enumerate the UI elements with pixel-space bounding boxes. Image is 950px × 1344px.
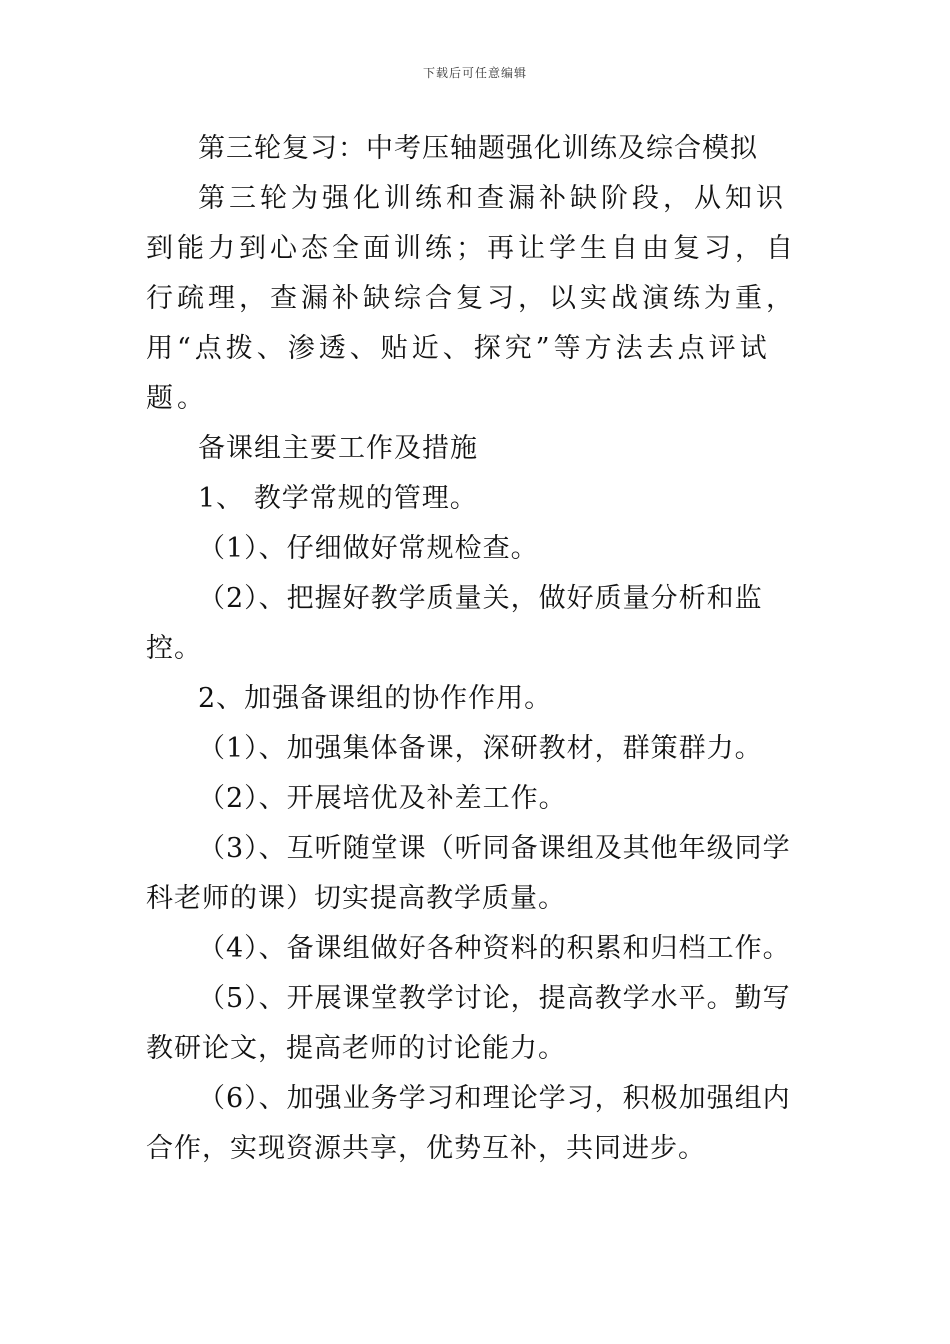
list-item: （3）、互听随堂课（听同备课组及其他年级同学科老师的课）切实提高教学质量。	[146, 833, 791, 914]
list-item: （2）、开展培优及补差工作。	[198, 783, 567, 814]
list-item: 2、加强备课组的协作作用。	[198, 683, 553, 714]
list-item: （6）、加强业务学习和理论学习，积极加强组内合作，实现资源共享，优势互补，共同进步。	[146, 1083, 791, 1164]
list-item: （5）、开展课堂教学讨论，提高教学水平。勤写教研论文，提高老师的讨论能力。	[146, 983, 791, 1064]
list-item: （2）、把握好教学质量关，做好质量分析和监控。	[146, 583, 763, 664]
page-header-note: 下载后可任意编辑	[422, 66, 527, 80]
body-paragraph: 第三轮为强化训练和查漏补缺阶段，从知识到能力到心态全面训练；再让学生自由复习，自行疏理，查漏补缺综合复习，以实战演练为重，用“点拨、渗透、贴近、探究”等方法去点评试题。	[146, 183, 797, 414]
section-heading: 备课组主要工作及措施	[198, 433, 478, 464]
list-item: （1）、加强集体备课，深研教材，群策群力。	[198, 733, 763, 764]
document-body	[146, 124, 810, 1174]
list-item: （1）、仔细做好常规检查。	[198, 533, 539, 564]
list-item: （4）、备课组做好各种资料的积累和归档工作。	[198, 933, 791, 964]
section-heading: 第三轮复习：中考压轴题强化训练及综合模拟	[198, 133, 758, 164]
list-item: 1、 教学常规的管理。	[198, 483, 478, 514]
